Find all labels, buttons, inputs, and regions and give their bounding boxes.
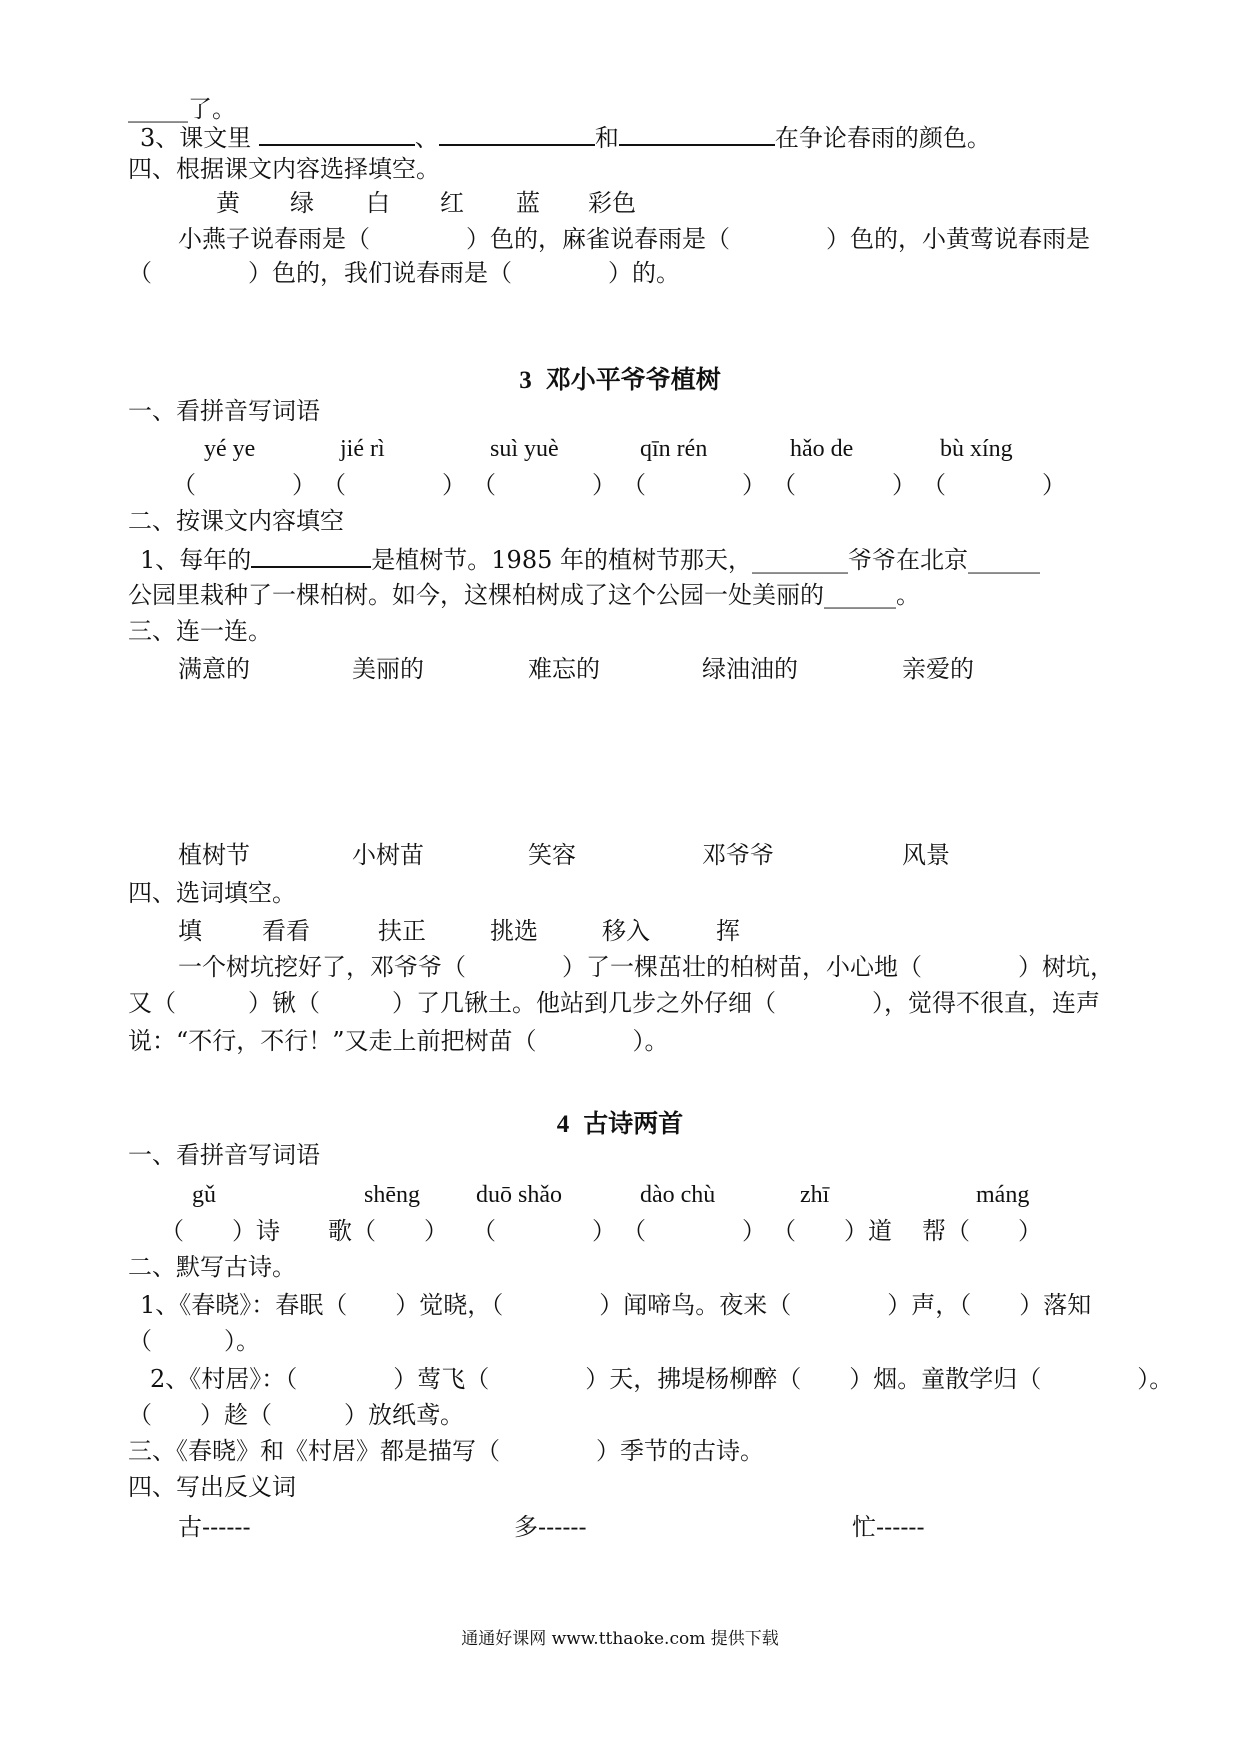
answer-blank[interactable]: （ ） (622, 471, 766, 499)
word-choice: 扶正 (378, 917, 426, 945)
pinyin: dào chù (640, 1182, 716, 1208)
match-item[interactable]: 绿油油的 (702, 655, 798, 683)
pinyin-row (0, 432, 1240, 466)
poem-line: （ ）。 (128, 1327, 260, 1355)
section-title: 三、《春晓》和《村居》都是描写（ ）季节的古诗。 (128, 1437, 764, 1465)
pinyin: qīn rén (640, 436, 708, 462)
q3-sep1: 、 (414, 124, 439, 152)
pinyin: yé ye (204, 436, 256, 462)
pinyin: suì yuè (490, 436, 559, 462)
blank-row (0, 1214, 1240, 1248)
lesson-3-heading (0, 360, 1240, 396)
answer-blank[interactable]: （ ） (922, 471, 1066, 499)
color-choice: 黄 (216, 189, 240, 217)
section-title: 二、按课文内容填空 (128, 507, 344, 535)
word-choice: 移入 (602, 917, 650, 945)
fill-line: 小燕子说春雨是（ ）色的，麻雀说春雨是（ ）色的，小黄莺说春雨是 (178, 225, 1090, 253)
color-choice: 彩色 (588, 189, 636, 217)
answer-blank[interactable]: （ ） (622, 1217, 766, 1245)
match-item[interactable]: 邓爷爷 (702, 841, 774, 869)
antonym-item[interactable]: 多------ (514, 1513, 587, 1541)
section-title: 四、写出反义词 (128, 1473, 296, 1501)
fill-line (140, 542, 1040, 577)
answer-blank[interactable]: 歌（ ） (328, 1217, 448, 1245)
pinyin: bù xíng (940, 436, 1013, 462)
match-item[interactable]: 小树苗 (352, 841, 424, 869)
section-title: 四、选词填空。 (128, 879, 296, 907)
page-footer: 通通好课网 www.tthaoke.com 提供下载 (461, 1629, 779, 1649)
lesson-title: 邓小平爷爷植树 (545, 365, 721, 394)
pinyin: hǎo de (790, 436, 854, 462)
poem-line: 1、《春晓》：春眠（ ）觉晓，（ ）闻啼鸟。夜来（ ）声，（ ）落知 (140, 1291, 1092, 1319)
word-choice: 填 (178, 917, 202, 945)
pinyin: zhī (800, 1182, 830, 1208)
match-item[interactable]: 满意的 (178, 655, 250, 683)
pinyin-row (0, 1178, 1240, 1212)
match-item[interactable]: 美丽的 (352, 655, 424, 683)
answer-blank[interactable]: （ ） (472, 1217, 616, 1245)
color-choice: 白 (366, 189, 390, 217)
section-title: 四、根据课文内容选择填空。 (128, 155, 440, 183)
pinyin: shēng (364, 1182, 420, 1208)
fill-line: 公园里栽种了一棵柏树。如今，这棵柏树成了这个公园一处美丽的______。 (128, 581, 920, 609)
q3-suffix: 在争论春雨的颜色。 (774, 124, 991, 152)
lesson-number: 4 (556, 1111, 570, 1138)
color-choice: 蓝 (516, 189, 540, 217)
q1-rest: 是植树节。1985 年的植树节那天，________爷爷在北京______ (371, 546, 1040, 574)
pinyin: duō shǎo (476, 1182, 562, 1208)
word-choice: 挑选 (490, 917, 538, 945)
pinyin: jié rì (340, 436, 385, 462)
answer-blank[interactable]: （ ）道 (772, 1217, 892, 1245)
section-title: 一、看拼音写词语 (128, 397, 320, 425)
answer-blank[interactable]: （ ） (772, 471, 916, 499)
color-choice: 绿 (290, 189, 314, 217)
text-line: _____了。 (128, 95, 236, 123)
poem-line: （ ）趁（ ）放纸鸢。 (128, 1401, 464, 1429)
word-choice: 看看 (262, 917, 310, 945)
match-top-row (0, 652, 1240, 686)
section-title: 二、默写古诗。 (128, 1253, 296, 1281)
answer-blank[interactable]: 帮（ ） (922, 1217, 1042, 1245)
color-choices (0, 186, 1240, 220)
paragraph-line: 说：“不行，不行！”又走上前把树苗（ ）。 (128, 1027, 669, 1055)
fill-line: （ ）色的，我们说春雨是（ ）的。 (128, 259, 680, 287)
q3-sep2: 和 (594, 124, 619, 152)
antonym-row (0, 1510, 1240, 1544)
color-choice: 红 (440, 189, 464, 217)
lesson-title: 古诗两首 (583, 1109, 684, 1138)
blank-line (259, 120, 415, 146)
paragraph-line: 一个树坑挖好了，邓爷爷（ ）了一棵茁壮的柏树苗，小心地（ ）树坑， (178, 953, 1114, 981)
answer-blank[interactable]: （ ）诗 (160, 1217, 280, 1245)
antonym-item[interactable]: 古------ (178, 1513, 251, 1541)
lesson-4-heading (0, 1104, 1240, 1140)
word-choices (0, 914, 1240, 948)
pinyin: máng (976, 1182, 1030, 1208)
match-item[interactable]: 笑容 (528, 841, 576, 869)
q3-prefix: 3、课文里 (140, 124, 259, 152)
lesson-number: 3 (519, 367, 532, 394)
poem-line: 2、《村居》：（ ）莺飞（ ）天，拂堤杨柳醉（ ）烟。童散学归（ ）。 (150, 1365, 1174, 1393)
antonym-item[interactable]: 忙------ (852, 1513, 925, 1541)
paragraph-line: 又（ ）锹（ ）了几锹土。他站到几步之外仔细（ ），觉得不很直，连声 (128, 989, 1100, 1017)
question-3-line (140, 120, 991, 155)
blank-line (619, 120, 775, 146)
match-item[interactable]: 风景 (902, 841, 950, 869)
pinyin: gǔ (192, 1182, 216, 1208)
answer-blank[interactable]: （ ） (172, 471, 316, 499)
match-item[interactable]: 亲爱的 (902, 655, 974, 683)
match-item[interactable]: 植树节 (178, 841, 250, 869)
answer-blank[interactable]: （ ） (322, 471, 466, 499)
blank-line (439, 120, 595, 146)
blank-row (0, 468, 1240, 502)
section-title: 一、看拼音写词语 (128, 1141, 320, 1169)
match-item[interactable]: 难忘的 (528, 655, 600, 683)
q1-prefix: 1、每年的 (140, 546, 252, 574)
word-choice: 挥 (716, 917, 740, 945)
answer-blank[interactable]: （ ） (472, 471, 616, 499)
blank-line (251, 542, 371, 568)
match-bottom-row (0, 838, 1240, 872)
section-title: 三、连一连。 (128, 617, 272, 645)
